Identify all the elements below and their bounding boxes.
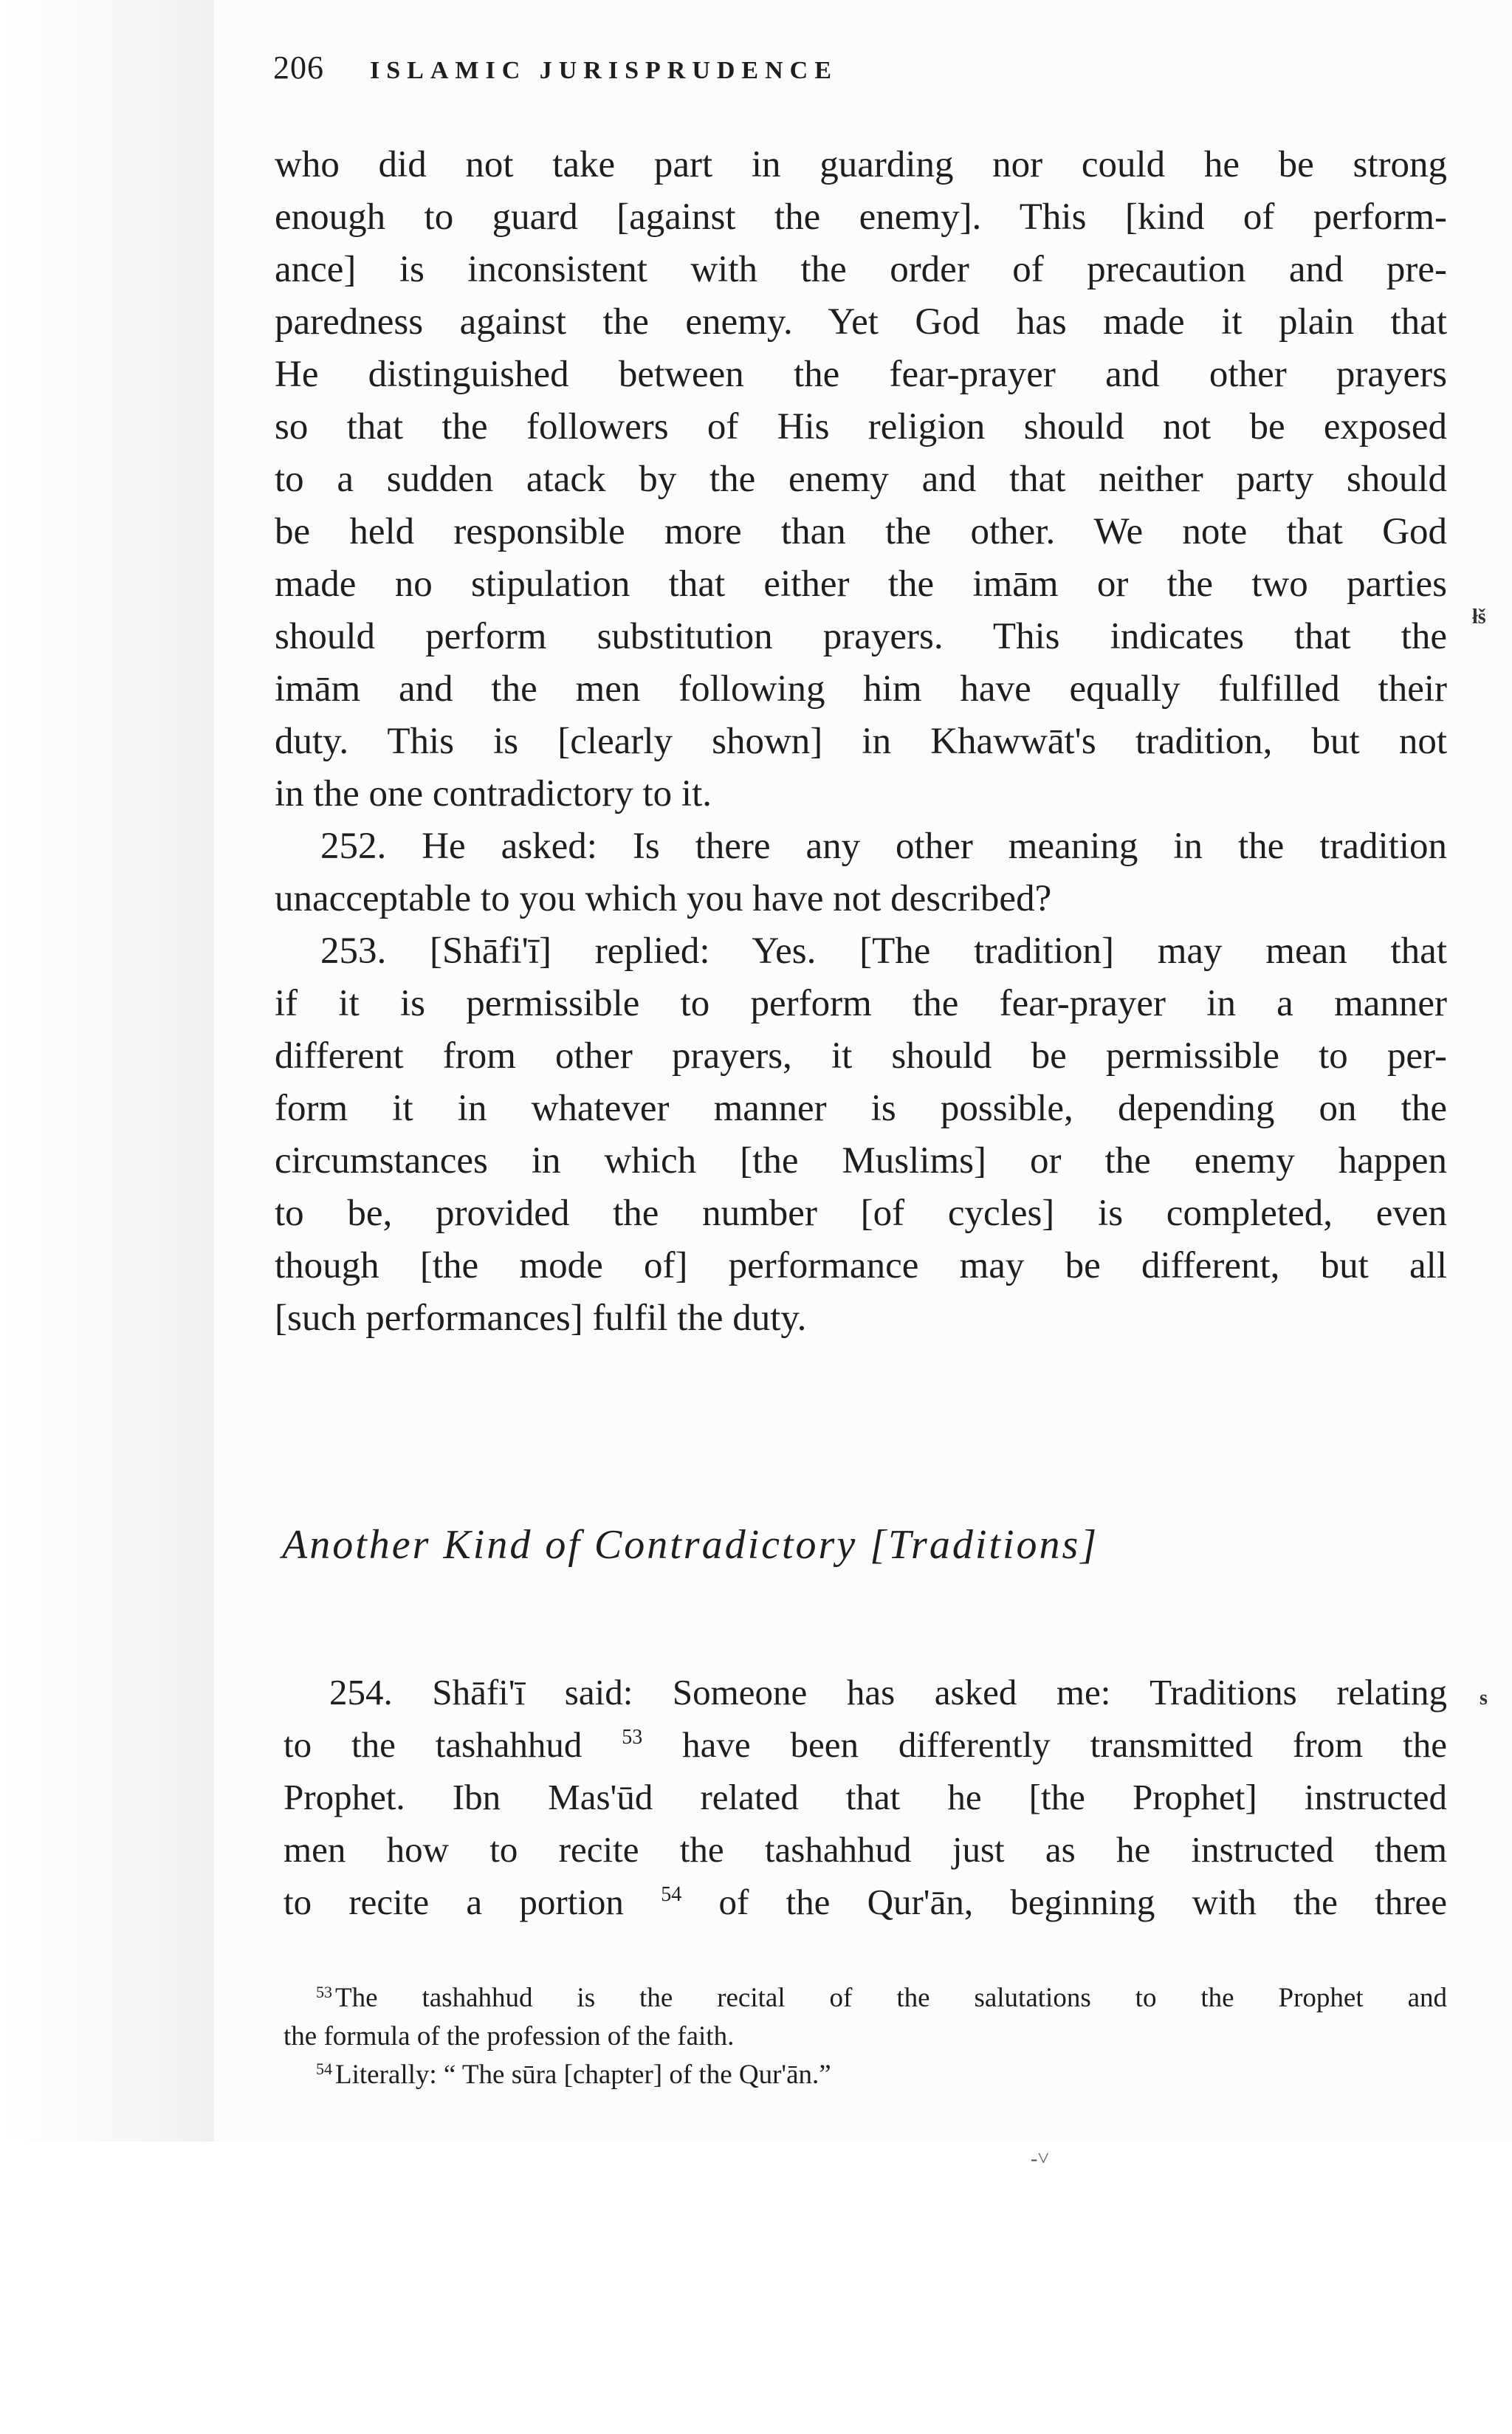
text-line: imām and the men following him have equally fulfilled their (275, 668, 1447, 710)
footnote-ref-54[interactable]: 54 (661, 1883, 682, 1906)
text-line: in the one contradictory to it. (275, 773, 712, 815)
text-line: form it in whatever manner is possible, depending on the (275, 1088, 1447, 1129)
text-line: so that the followers of His religion should not be exposed (275, 406, 1447, 448)
text-line: unacceptable to you which you have not described? (275, 878, 1052, 919)
footnote-53 (284, 1979, 1447, 2018)
paragraph-253 (275, 925, 1447, 1345)
footnote-54 (284, 2056, 1447, 2094)
running-header (273, 49, 838, 86)
body-text-upper (275, 139, 1447, 1345)
text-segment: to the tashahhud (284, 1724, 583, 1765)
text-line: should perform substitution prayers. This indicates that the (275, 616, 1447, 657)
running-title: ISLAMIC JURISPRUDENCE (370, 57, 838, 84)
section-heading: Another Kind of Contradictory [Traditions] (282, 1522, 1099, 1568)
text-line: 252. He asked: Is there any other meaning in the tradition (320, 826, 1447, 867)
text-line: He distinguished between the fear-prayer and other prayers (275, 354, 1447, 395)
text-line: duty. This is [clearly shown] in Khawwāt's tradition, but not (275, 721, 1447, 762)
text-line: though [the mode of] performance may be different, but all (275, 1245, 1447, 1286)
footnote-text: The tashahhud is the recital of the salutations to the Prophet and (335, 1983, 1447, 2013)
footnote-mark: 53 (316, 1983, 332, 2001)
text-line (284, 1876, 1447, 1928)
footnote-mark: 54 (316, 2060, 332, 2078)
text-line (284, 1718, 1447, 1771)
footnotes (284, 1979, 1447, 2094)
text-line: [such performances] fulfil the duty. (275, 1297, 807, 1339)
text-line: ance] is inconsistent with the order of precaution and pre- (275, 249, 1447, 290)
text-line: be held responsible more than the other. We note that God (275, 511, 1447, 552)
text-line: made no stipulation that either the imām or the two parties (275, 563, 1447, 605)
text-line: if it is permissible to perform the fear-prayer in a manner (275, 983, 1447, 1024)
page-number: 206 (273, 49, 324, 86)
text-line: paredness against the enemy. Yet God has made it plain that (275, 301, 1447, 343)
text-segment: to recite a portion (284, 1882, 624, 1922)
text-line: to a sudden atack by the enemy and that neither party should (275, 459, 1447, 500)
scan-artifact-mark: -˅ (1031, 2147, 1050, 2170)
paragraph-continuation (275, 139, 1447, 820)
footnote-text-line: the formula of the profession of the faith. (284, 2021, 735, 2051)
paragraph-254 (284, 1666, 1447, 1928)
text-line: different from other prayers, it should be permissible to per- (275, 1035, 1447, 1077)
text-line: to be, provided the number [of cycles] is completed, even (275, 1193, 1447, 1234)
margin-annotation: s (1480, 1687, 1488, 1710)
footnote-ref-53[interactable]: 53 (622, 1726, 643, 1749)
text-line: 253. [Shāfi'ī] replied: Yes. [The tradition] may mean that (320, 930, 1447, 972)
footnote-text: Literally: “ The sūra [chapter] of the Qur'ān.” (335, 2060, 831, 2090)
text-segment: have been differently transmitted from the (682, 1724, 1447, 1765)
text-line: Prophet. Ibn Mas'ūd related that he [the Prophet] instructed (284, 1777, 1447, 1817)
text-line: enough to guard [against the enemy]. This [kind of perform- (275, 196, 1447, 238)
margin-annotation: łš (1472, 606, 1486, 628)
text-line: circumstances in which [the Muslims] or the enemy happen (275, 1140, 1447, 1182)
paragraph-252 (275, 820, 1447, 925)
text-line: 254. Shāfi'ī said: Someone has asked me: Traditions relating (329, 1672, 1447, 1713)
text-segment: of the Qur'ān, beginning with the three (718, 1882, 1448, 1922)
text-line: men how to recite the tashahhud just as he instructed them (284, 1829, 1447, 1870)
text-line: who did not take part in guarding nor could he be strong (275, 144, 1447, 185)
scan-edge-shadow (0, 0, 221, 2142)
